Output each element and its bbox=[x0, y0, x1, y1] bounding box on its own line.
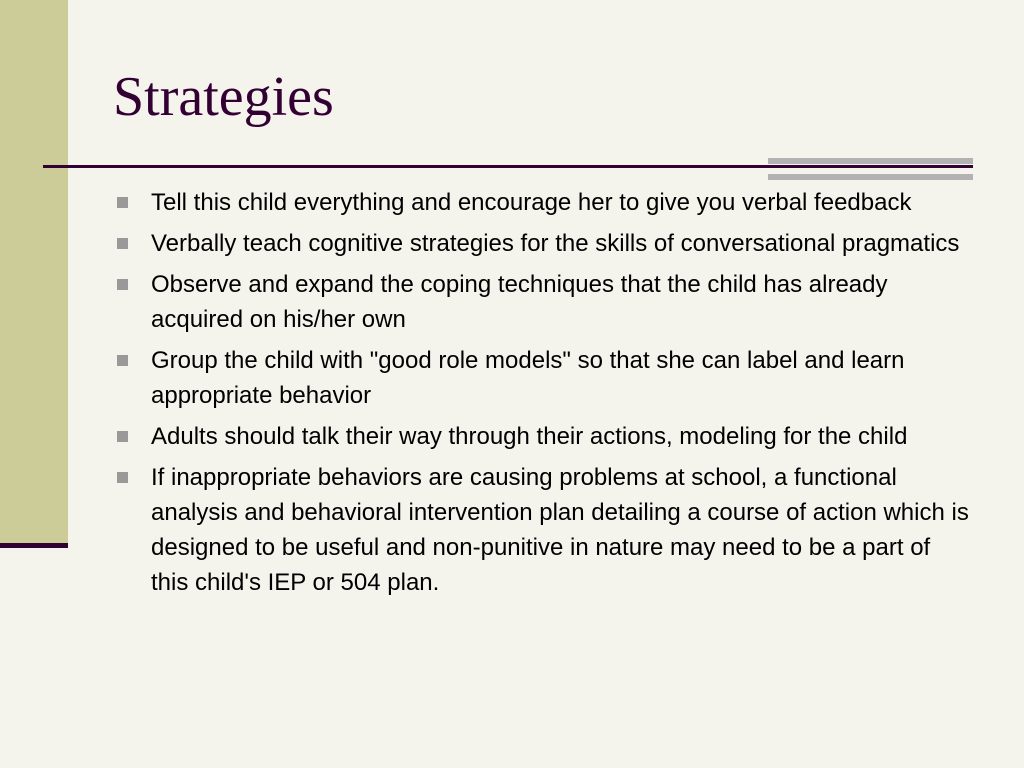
bullet-text: Group the child with "good role models" so that she can label and learn appropriate behavior bbox=[151, 347, 905, 409]
bullet-text: Observe and expand the coping techniques that the child has already acquired on his/her own bbox=[151, 271, 888, 333]
title-underline-rule bbox=[43, 165, 973, 168]
bullet-item bbox=[113, 185, 973, 220]
bullet-list bbox=[113, 185, 973, 606]
square-bullet-icon bbox=[117, 431, 128, 442]
left-accent-bar bbox=[0, 543, 68, 548]
square-bullet-icon bbox=[117, 472, 128, 483]
bullet-text: Tell this child everything and encourage her to give you verbal feedback bbox=[151, 189, 912, 216]
left-decorative-band bbox=[0, 0, 68, 548]
slide-title: Strategies bbox=[113, 66, 334, 128]
square-bullet-icon bbox=[117, 197, 128, 208]
bullet-text: If inappropriate behaviors are causing problems at school, a functional analysis and behavioral intervention plan detailing a course of action which is designed to be useful and non-punitive in nature may need to be a part of this child's IEP or 504 plan. bbox=[151, 464, 969, 596]
bullet-item bbox=[113, 343, 973, 413]
bullet-item bbox=[113, 419, 973, 454]
square-bullet-icon bbox=[117, 238, 128, 249]
bullet-item bbox=[113, 460, 973, 600]
bullet-text: Adults should talk their way through their actions, modeling for the child bbox=[151, 423, 908, 450]
title-rule-gray-bar-top bbox=[768, 158, 973, 164]
square-bullet-icon bbox=[117, 279, 128, 290]
square-bullet-icon bbox=[117, 355, 128, 366]
title-rule-gray-bar-bottom bbox=[768, 174, 973, 180]
bullet-text: Verbally teach cognitive strategies for the skills of conversational pragmatics bbox=[151, 230, 960, 257]
bullet-item bbox=[113, 267, 973, 337]
bullet-item bbox=[113, 226, 973, 261]
